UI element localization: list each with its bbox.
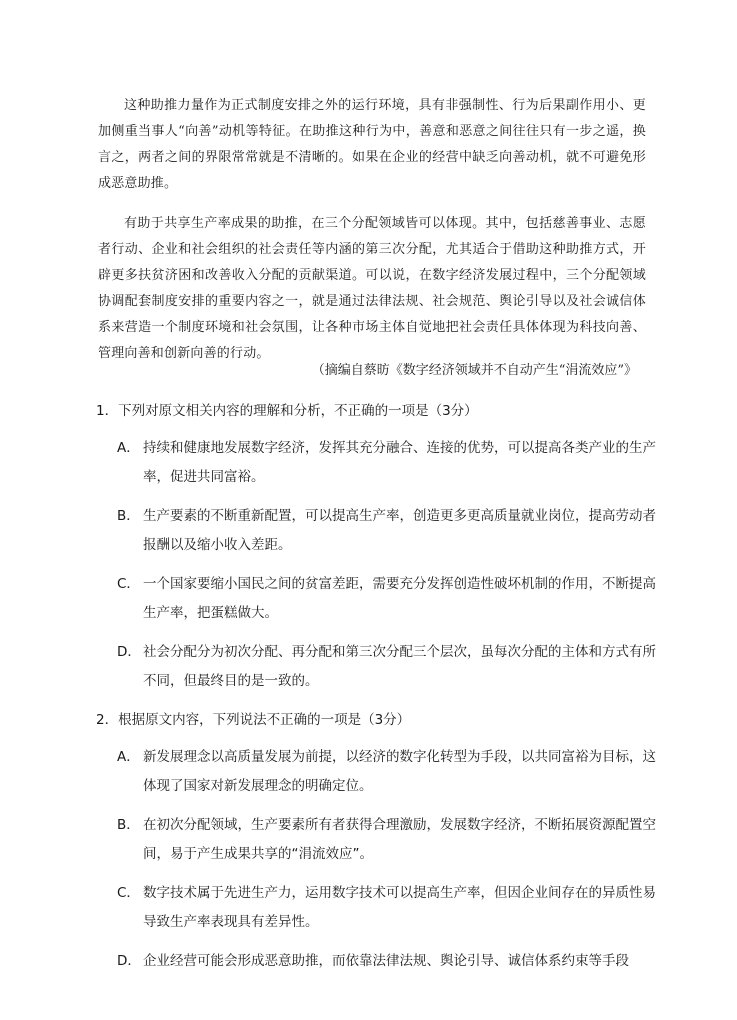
question-2 (96, 706, 656, 976)
option-text: 社会分配分为初次分配、再分配和第三次分配三个层次，虽每次分配的主体和方式有所不同，但最终目的是一致的。 (143, 644, 656, 689)
passage-paragraph-2: 有助于共享生产率成果的助推，在三个分配领域皆可以体现。其中，包括慈善事业、志愿者行动、企业和社会组织的社会责任等内涵的第三次分配，尤其适合于借助这种助推方式，开辟更多扶贫济困和改善收入分配的贡献渠道。可以说，在数字经济发展过程中，三个分配领域协调配套制度安排的重要内容之一，就是通过法律法规、社会规范、舆论引导以及社会诚信体系来营造一个制度环境和社会氛围，让各种市场主体自觉地把社会责任具体体现为科技向善、管理向善和创新向善的行动。 (98, 216, 646, 361)
question-1-option-d (100, 638, 656, 696)
option-letter: A． (117, 440, 140, 456)
option-text: 在初次分配领域，生产要素所有者获得合理激励，发展数字经济，不断拓展资源配置空间，易于产生成果共享的“涓流效应”。 (143, 817, 656, 862)
option-text: 数字技术属于先进生产力，运用数字技术可以提高生产率，但因企业间存在的异质性易导致生产率表现具有差异性。 (143, 885, 656, 930)
question-1-option-c (100, 570, 656, 628)
passage-source: （摘编自蔡昉《数字经济领域并不自动产生“涓流效应”》 (311, 363, 637, 378)
option-letter: B． (117, 508, 140, 524)
option-letter: D． (117, 644, 141, 660)
question-1 (96, 397, 656, 696)
question-2-option-c (100, 879, 656, 937)
question-2-option-a (100, 743, 656, 801)
reading-passage (98, 93, 646, 381)
question-2-option-d (100, 947, 656, 976)
question-1-stem: 1．下列对原文相关内容的理解和分析，不正确的一项是（3分） (96, 403, 478, 419)
question-list (96, 397, 656, 986)
question-2-option-b (100, 811, 656, 869)
option-letter: C． (117, 885, 140, 901)
option-letter: D． (117, 953, 141, 969)
option-text: 企业经营可能会形成恶意助推，而依靠法律法规、舆论引导、诚信体系约束等手段 (143, 953, 629, 969)
passage-paragraph-1: 这种助推力量作为正式制度安排之外的运行环境，具有非强制性、行为后果副作用小、更加侧重当事人“向善”动机等特征。在助推这种行为中，善意和恶意之间往往只有一步之遥，换言之，两者之间的界限常常就是不清晰的。如果在企业的经营中缺乏向善动机，就不可避免形成恶意助推。 (98, 98, 646, 191)
option-letter: A． (117, 749, 140, 765)
question-1-option-a (100, 434, 656, 492)
option-text: 新发展理念以高质量发展为前提，以经济的数字化转型为手段，以共同富裕为目标，这体现了国家对新发展理念的明确定位。 (143, 749, 656, 794)
option-text: 一个国家要缩小国民之间的贫富差距，需要充分发挥创造性破坏机制的作用，不断提高生产率，把蛋糕做大。 (143, 576, 656, 621)
option-letter: B． (117, 817, 140, 833)
question-2-stem: 2．根据原文内容，下列说法不正确的一项是（3分） (96, 712, 411, 728)
option-letter: C． (117, 576, 140, 592)
option-text: 生产要素的不断重新配置，可以提高生产率，创造更多更高质量就业岗位，提高劳动者报酬以及缩小收入差距。 (143, 508, 656, 553)
option-text: 持续和健康地发展数字经济，发挥其充分融合、连接的优势，可以提高各类产业的生产率，促进共同富裕。 (143, 440, 656, 485)
question-1-option-b (100, 502, 656, 560)
